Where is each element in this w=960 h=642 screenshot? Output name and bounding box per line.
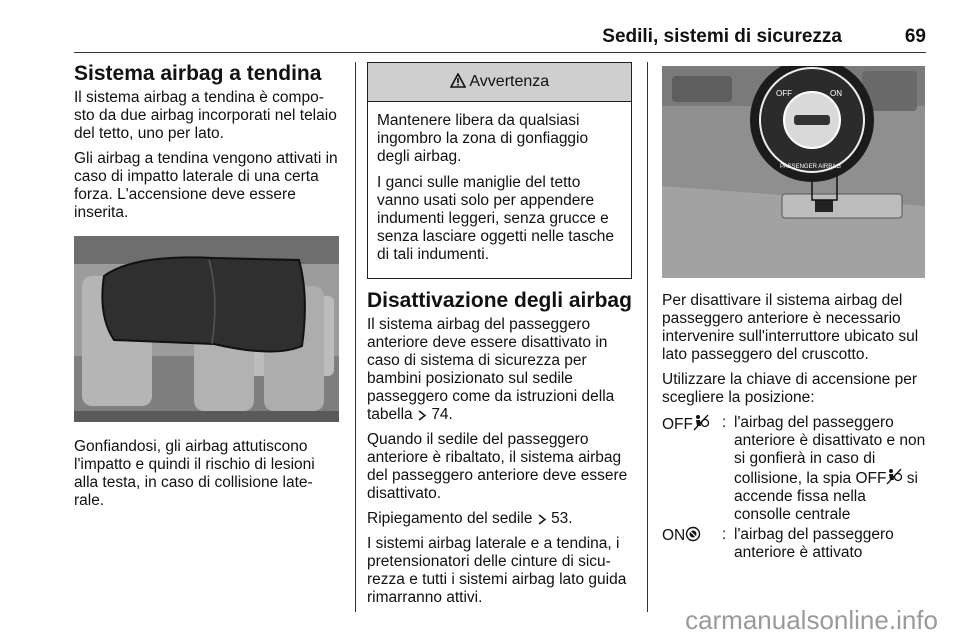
- paragraph-text: Il sistema airbag del passeggero anteriore deve essere disattivato in caso di sistema di sicurezza per bambini posizionato sul sedile passeggero come da istruzioni della tabella: [367, 316, 615, 423]
- definition-text-part: si accende fissa nella consolle centrale: [734, 470, 918, 523]
- right-column: [662, 292, 926, 564]
- page-ref[interactable]: 53.: [551, 510, 573, 527]
- warning-body: [368, 102, 631, 278]
- warning-title: Avvertenza: [469, 73, 550, 90]
- paragraph: Quando il sedile del passeggero anteriore è ribaltato, il sistema airbag del passeggero anteriore deve essere disattivato.: [367, 431, 628, 502]
- term-text: ON: [662, 527, 686, 544]
- paragraph: I sistemi airbag laterale e a tendina, i pretensionatori delle cinture di sicu-rezza e tutti i sistemi airbag lato guida rimarranno attivi.: [367, 535, 627, 606]
- header-title: Sedili, sistemi di sicurezza: [602, 26, 842, 47]
- paragraph: [367, 510, 632, 528]
- section-heading-deactivation: Disattivazione degli airbag: [367, 289, 632, 312]
- page-ref-arrow-icon: [537, 510, 547, 527]
- definition-term-off: [662, 414, 722, 524]
- header-rule: [74, 52, 926, 53]
- column-divider-1: [355, 62, 356, 612]
- column-divider-2: [647, 62, 648, 612]
- page-number: 69: [904, 26, 926, 47]
- paragraph: [367, 316, 632, 424]
- left-column-bottom: [74, 438, 342, 517]
- switch-text: PASSENGER AIRBAG: [780, 164, 841, 170]
- airbag-switch-illustration: [662, 66, 925, 278]
- definition-on: [662, 526, 926, 562]
- definition-term-on: [662, 526, 722, 562]
- paragraph: Utilizzare la chiave di accensione per scegliere la posizione:: [662, 371, 918, 406]
- section-heading-curtain-airbag: Sistema airbag a tendina: [74, 62, 322, 85]
- airbag-off-icon: [693, 416, 709, 433]
- paragraph: Gonfiandosi, gli airbag attutiscono l'impatto e quindi il rischio di lesioni alla testa, in caso di collisione late-rale.: [74, 438, 315, 509]
- page-ref[interactable]: 74.: [431, 406, 453, 423]
- definition-off: [662, 414, 926, 524]
- left-column: [74, 62, 342, 229]
- term-text: OFF: [662, 416, 693, 433]
- middle-column: [367, 62, 632, 614]
- definition-separator: :: [722, 526, 727, 543]
- warning-paragraph: I ganci sulle maniglie del tetto vanno usati solo per appendere indumenti leggeri, senza grucce e senza lasciare oggetti nelle tasche di tali indumenti.: [377, 174, 614, 263]
- warning-paragraph: Mantenere libera da qualsiasi ingombro la zona di gonfiaggio degli airbag.: [377, 112, 589, 165]
- warning-header: [368, 63, 631, 102]
- definition-text-part: l'airbag del passeggero anteriore è disattivato e non si gonfierà in caso di collisione, la spia OFF: [734, 414, 926, 487]
- paragraph-text: Ripiegamento del sedile: [367, 510, 533, 527]
- airbag-on-icon: [685, 527, 701, 544]
- definition-text: [734, 414, 926, 524]
- switch-on-label: ON: [830, 89, 842, 98]
- page-ref-arrow-icon: [417, 406, 427, 423]
- airbag-off-icon: [886, 470, 902, 487]
- definition-separator: :: [722, 414, 727, 431]
- paragraph: Per disattivare il sistema airbag del passeggero anteriore è necessario intervenire sull'interruttore ubicato sul lato passeggero del cruscotto.: [662, 292, 919, 363]
- paragraph: Il sistema airbag a tendina è compo-sto da due airbag incorporati nel telaio del tetto, uno per lato.: [74, 89, 337, 142]
- watermark: carmanualsonline.info: [685, 605, 938, 635]
- warning-icon: [450, 73, 470, 90]
- page-header: [74, 26, 926, 52]
- curtain-airbag-illustration: [74, 236, 339, 422]
- warning-box: [367, 62, 632, 279]
- switch-off-label: OFF: [776, 89, 792, 98]
- paragraph: Gli airbag a tendina vengono attivati in caso di impatto laterale di una certa forza. L'accensione deve essere inserita.: [74, 150, 338, 221]
- definition-text: l'airbag del passeggero anteriore è attivato: [734, 526, 894, 561]
